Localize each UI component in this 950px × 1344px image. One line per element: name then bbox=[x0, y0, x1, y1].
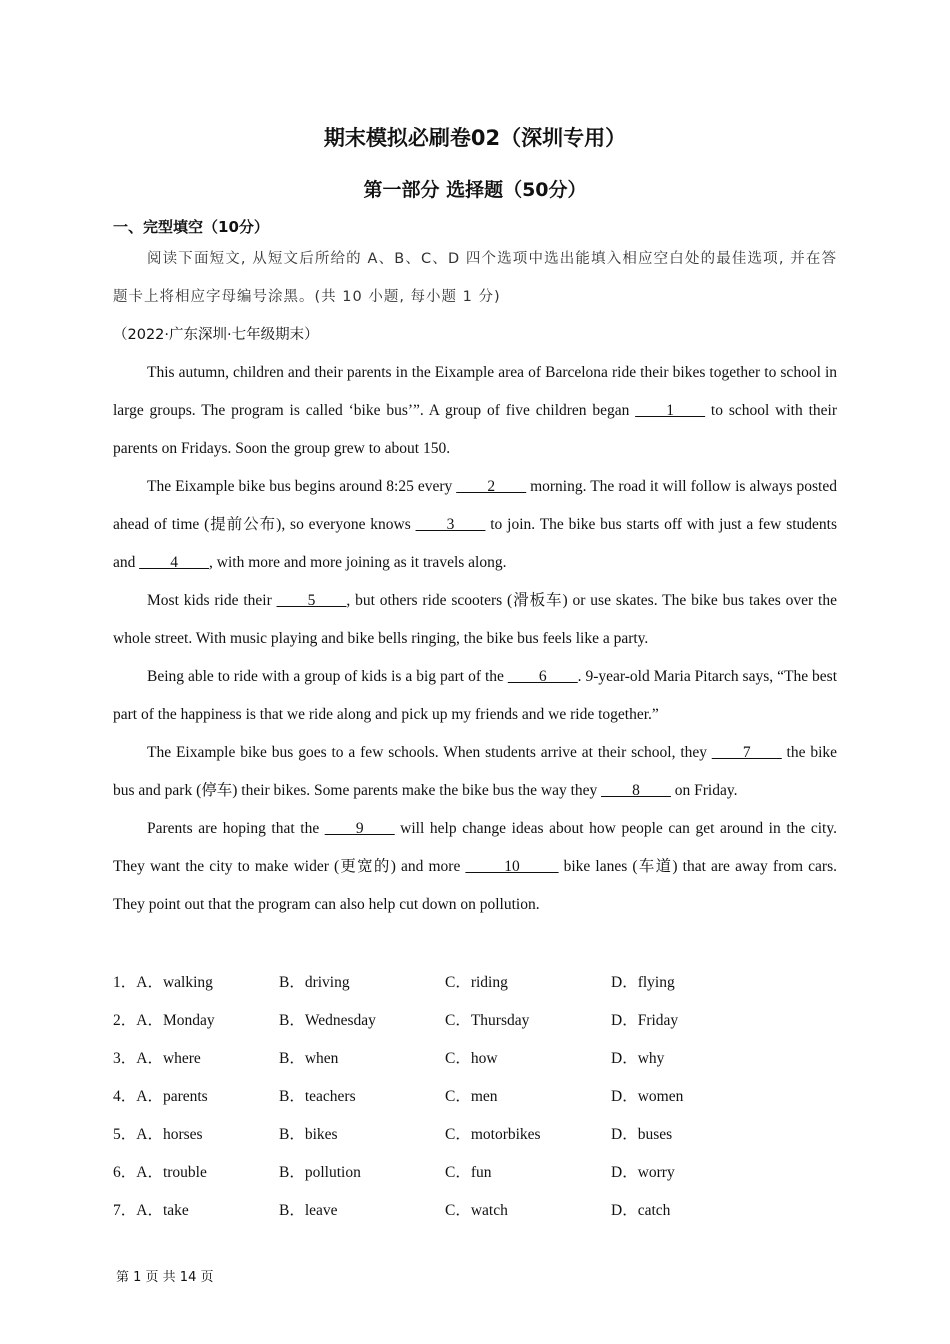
option-d: D．women bbox=[611, 1088, 684, 1105]
option-c: C．Thursday bbox=[445, 1012, 530, 1029]
question-row bbox=[113, 1116, 837, 1154]
question-row bbox=[113, 1040, 837, 1078]
question-row bbox=[113, 1078, 837, 1116]
instructions: 阅读下面短文, 从短文后所给的 A、B、C、D 四个选项中选出能填入相应空白处的最佳选项, 并在答题卡上将相应字母编号涂黑。(共 10 小题, 每小题 1 分) bbox=[113, 251, 837, 305]
option-d: D．flying bbox=[611, 974, 675, 991]
option-c: C．fun bbox=[445, 1164, 492, 1181]
blank-2: ____2____ bbox=[456, 478, 527, 495]
blank-1: ____1____ bbox=[635, 402, 706, 419]
option-d: D．worry bbox=[611, 1164, 675, 1181]
question-row bbox=[113, 1154, 837, 1192]
page-footer: 第 1 页 共 14 页 bbox=[116, 1270, 214, 1285]
passage-paragraph-6: Parents are hoping that the ____9____ will help change ideas about how people can get around in the city. They want the city to make wider (更宽的) and more _____10_____ bike lanes (车道) that are away from cars. They point out that the program can also help cut down on pollution. bbox=[113, 820, 837, 913]
option-a: 3．A．where bbox=[113, 1050, 201, 1067]
blank-8: ____8____ bbox=[601, 782, 671, 799]
part-title: 第一部分 选择题（50分） bbox=[363, 179, 587, 201]
option-a: 1．A．walking bbox=[113, 974, 213, 991]
option-b: B．driving bbox=[279, 974, 350, 991]
option-a: 2．A．Monday bbox=[113, 1012, 215, 1029]
option-a: 6．A．trouble bbox=[113, 1164, 207, 1181]
option-c: C．watch bbox=[445, 1202, 508, 1219]
blank-6: ____6____ bbox=[507, 668, 578, 685]
option-c: C．men bbox=[445, 1088, 498, 1105]
question-row bbox=[113, 964, 837, 1002]
option-d: D．Friday bbox=[611, 1012, 679, 1029]
option-a: 5．A．horses bbox=[113, 1126, 203, 1143]
source-note: （2022·广东深圳·七年级期末） bbox=[113, 327, 319, 343]
option-c: C．riding bbox=[445, 974, 508, 991]
option-b: B．teachers bbox=[279, 1088, 356, 1105]
option-c: C．motorbikes bbox=[445, 1126, 541, 1143]
option-a: 4．A．parents bbox=[113, 1088, 208, 1105]
blank-9: ____9____ bbox=[324, 820, 395, 837]
passage-paragraph-1: This autumn, children and their parents in the Eixample area of Barcelona ride their bikes together to school in large groups. The program is called ‘bike bus’”. A group of five children began ____1____ to school with their parents on Fridays. Soon the group grew to about 150. bbox=[113, 364, 837, 457]
option-b: B．bikes bbox=[279, 1126, 338, 1143]
option-b: B．pollution bbox=[279, 1164, 361, 1181]
question-options bbox=[113, 964, 837, 1230]
option-b: B．when bbox=[279, 1050, 339, 1067]
option-b: B．leave bbox=[279, 1202, 338, 1219]
option-b: B．Wednesday bbox=[279, 1012, 376, 1029]
section-heading: 一、完型填空（10分） bbox=[113, 218, 269, 236]
passage-block bbox=[113, 240, 837, 924]
blank-7: ____7____ bbox=[711, 744, 782, 761]
blank-4: ____4____ bbox=[139, 554, 210, 571]
passage-paragraph-5: The Eixample bike bus goes to a few schools. When students arrive at their school, they ____7____ the bike bus and park (停车) their bikes. Some parents make the bike bus the way they ____8____ on Friday. bbox=[113, 744, 838, 799]
passage-paragraph-3: Most kids ride their ____5____, but others ride scooters (滑板车) or use skates. The bike bus takes over the whole street. With music playing and bike bells ringing, the bike bus feels like a party. bbox=[113, 592, 837, 647]
question-row bbox=[113, 1192, 837, 1230]
document-title: 期末模拟必刷卷02（深圳专用） bbox=[323, 126, 627, 150]
blank-10: _____10_____ bbox=[465, 858, 559, 875]
blank-5: ____5____ bbox=[276, 592, 347, 609]
question-row bbox=[113, 1002, 837, 1040]
option-d: D．buses bbox=[611, 1126, 673, 1143]
option-a: 7．A．take bbox=[113, 1202, 189, 1219]
passage-paragraph-2: The Eixample bike bus begins around 8:25 every ____2____ morning. The road it will follow is always posted ahead of time (提前公布), so everyone knows ____3____ to join. The bike bus starts off with just a few students and ____4____, with more and more joining as it travels along. bbox=[113, 478, 838, 571]
passage-paragraph-4: Being able to ride with a group of kids is a big part of the ____6____. 9-year-old Maria Pitarch says, “The best part of the happiness is that we ride along and pick up my friends and we ride together.” bbox=[113, 668, 838, 723]
option-d: D．catch bbox=[611, 1202, 671, 1219]
option-c: C．how bbox=[445, 1050, 498, 1067]
option-d: D．why bbox=[611, 1050, 665, 1067]
blank-3: ____3____ bbox=[415, 516, 486, 533]
